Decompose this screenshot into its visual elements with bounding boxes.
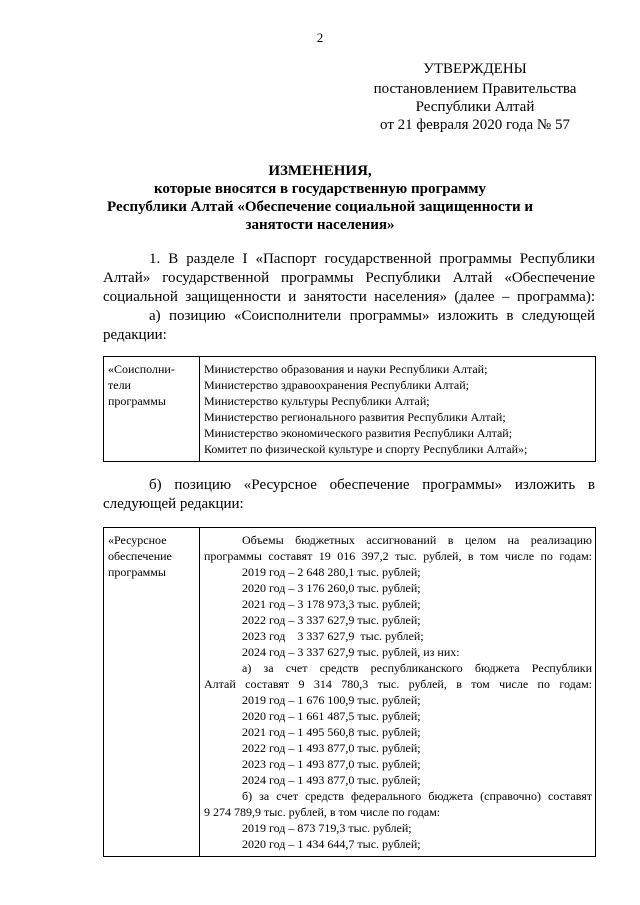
label-line: обеспечение — [108, 549, 172, 563]
table-row — [104, 357, 596, 462]
year-line: 2024 год – 3 337 627,9 тыс. рублей, из них: — [242, 645, 460, 659]
heading-title: ИЗМЕНЕНИЯ, — [268, 163, 372, 179]
list-item: Министерство культуры Республики Алтай; — [204, 394, 430, 408]
approval-line: постановлением Правительства — [373, 81, 577, 97]
paragraph-line: социальной защищенности и занятости населения» (далее – программа): — [103, 289, 595, 305]
heading-line: которые вносятся в государственную программу — [153, 181, 487, 197]
year-line: 2021 год – 1 495 560,8 тыс. рублей; — [242, 725, 421, 739]
label-line: программы — [108, 394, 166, 408]
year-line: 2019 год – 1 676 100,9 тыс. рублей; — [242, 693, 421, 707]
table-value-cell — [200, 357, 596, 462]
year-line: 2024 год – 1 493 877,0 тыс. рублей; — [242, 773, 421, 787]
text-line: Объемы бюджетных ассигнований в целом на реализацию — [242, 533, 592, 547]
list-item: Министерство образования и науки Республики Алтай; — [204, 362, 488, 376]
paragraph-line: следующей редакции: — [103, 496, 244, 512]
text-line: б) за счет средств федерального бюджета (справочно) составят — [242, 789, 592, 803]
year-line: 2020 год – 3 176 260,0 тыс. рублей; — [242, 581, 421, 595]
text-line: Алтай составят 9 314 780,3 тыс. рублей, в том числе по годам: — [204, 677, 592, 691]
page-number: 2 — [316, 30, 324, 45]
table-row — [104, 528, 596, 857]
list-item: Министерство регионального развития Республики Алтай; — [204, 410, 506, 424]
year-line: 2019 год – 873 719,3 тыс. рублей; — [242, 821, 412, 835]
year-line: 2023 год 3 337 627,9 тыс. рублей; — [242, 629, 424, 643]
year-line: 2023 год – 1 493 877,0 тыс. рублей; — [242, 757, 421, 771]
paragraph-line: Алтай» государственной программы Республики Алтай «Обеспечение — [103, 270, 595, 286]
paragraph-line: 1. В разделе I «Паспорт государственной программы Республики — [149, 251, 595, 267]
year-line: 2020 год – 1 661 487,5 тыс. рублей; — [242, 709, 421, 723]
year-line: 2020 год – 1 434 644,7 тыс. рублей; — [242, 837, 421, 851]
text-line: а) за счет средств республиканского бюджета Республики — [242, 661, 592, 675]
label-line: программы — [108, 565, 166, 579]
text-line: 9 274 789,9 тыс. рублей, в том числе по годам: — [204, 805, 441, 819]
table-label-cell — [104, 357, 200, 462]
paragraph-line: редакции: — [103, 327, 167, 343]
heading-line: Республики Алтай «Обеспечение социальной защищенности и — [107, 199, 533, 215]
year-line: 2021 год – 3 178 973,3 тыс. рублей; — [242, 597, 421, 611]
approval-line: от 21 февраля 2020 года № 57 — [380, 117, 570, 133]
resource-table — [103, 527, 596, 857]
table-label-cell — [104, 528, 200, 857]
year-line: 2022 год – 3 337 627,9 тыс. рублей; — [242, 613, 421, 627]
text-line: программы составят 19 016 397,2 тыс. рублей, в том числе по годам: — [204, 549, 592, 563]
co-executors-table — [103, 356, 596, 462]
paragraph-1 — [103, 250, 595, 345]
paragraph-line: а) позицию «Соисполнители программы» изложить в следующей — [149, 308, 595, 324]
table-value-cell — [200, 528, 596, 857]
list-item: Министерство экономического развития Республики Алтай; — [204, 426, 513, 440]
year-line: 2019 год – 2 648 280,1 тыс. рублей; — [242, 565, 421, 579]
paragraph-2 — [103, 476, 595, 514]
approval-title: УТВЕРЖДЕНЫ — [423, 61, 527, 77]
label-line: тели — [108, 378, 131, 392]
approval-block — [366, 60, 584, 134]
paragraph-line: б) позицию «Ресурсное обеспечение программы» изложить в — [149, 477, 595, 493]
label-line: «Ресурсное — [108, 533, 167, 547]
heading-line: занятости населения» — [245, 217, 395, 233]
list-item: Министерство здравоохранения Республики Алтай; — [204, 378, 469, 392]
label-line: «Соисполни- — [108, 362, 175, 376]
year-line: 2022 год – 1 493 877,0 тыс. рублей; — [242, 741, 421, 755]
list-item: Комитет по физической культуре и спорту Республики Алтай»; — [204, 442, 528, 456]
document-heading — [40, 162, 600, 234]
approval-line: Республики Алтай — [415, 99, 535, 115]
